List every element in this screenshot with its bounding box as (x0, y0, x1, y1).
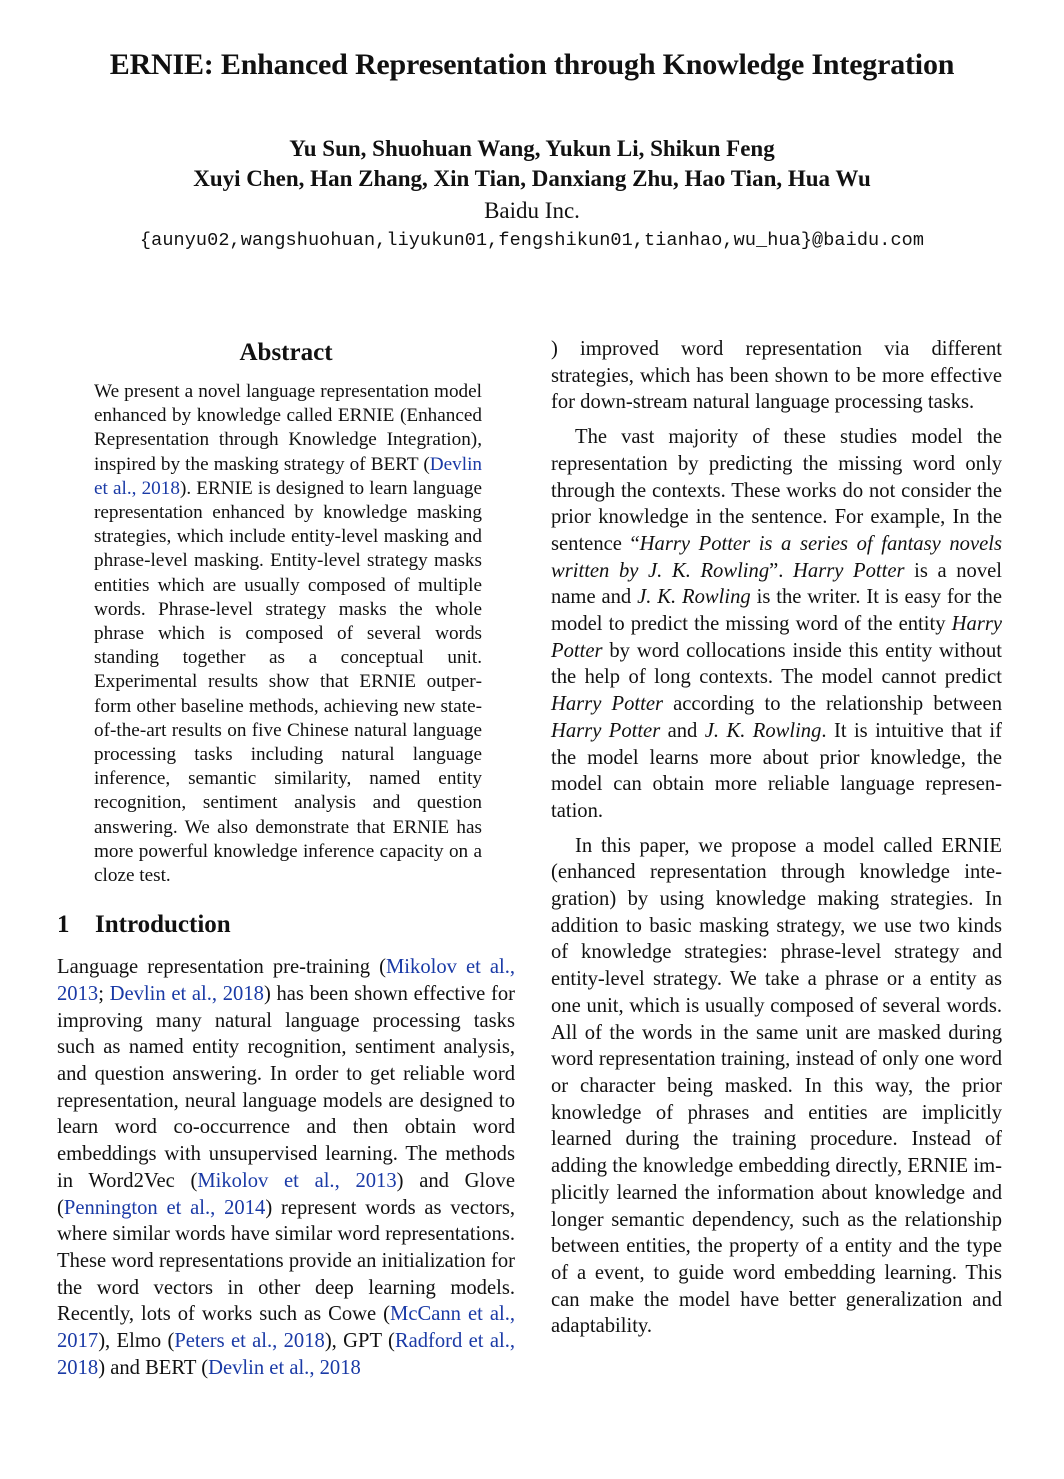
citation-link[interactable]: Devlin et al., 2018 (94, 453, 482, 499)
text-run: Language representation pre-training ( (57, 956, 386, 979)
text-run: is a novel name and (551, 559, 1003, 609)
example-sentence: Harry Potter is a series of fantasy novels written by J. K. Rowling (551, 532, 1002, 582)
entity-term: J. K. Rowling (637, 586, 751, 609)
citation-link[interactable]: Devlin et al., 2018 (109, 982, 264, 1005)
paper-title: ERNIE: Enhanced Representation through Knowledge Integration (109, 48, 955, 81)
citation-link[interactable]: McCann et al., 2017 (57, 1303, 515, 1353)
abstract-text-a: We present a novel language representation model enhanced by knowledge called ERNIE (Enhanced Representation through Knowledge Integration), inspired by the masking strategy of BERT ( (94, 381, 482, 475)
author-emails: {aunyu02,wangshuohuan,liyukun01,fengshikun01,tianhao,wu_hua}@baidu.com (139, 230, 925, 251)
abstract-text-b: ). ERNIE is designed to learn language representation enhanced by knowledge masking strategies, which include entity-level masking and phrase-level masking. Entity-level strategy masks entities which are usually composed of multiple words. Phrase-level strategy masks the whole phrase which is composed of several words standing together as a conceptual unit. Experimental results show that ERNIE outperform other baseline methods, achieving new state-of-the-art results on five Chinese natural language processing tasks including natural language inference, semantic similarity, named entity recognition, sentiment analysis and question answering. We also demonstrate that ERNIE has more powerful knowledge inference capacity on a cloze test. (94, 477, 482, 887)
text-run: ) improved word representation via different strategies, which has been shown to be more effective for down-stream natural language processing tasks. (551, 338, 1002, 414)
text-run: ) and BERT ( (98, 1356, 209, 1379)
section-heading-introduction (57, 908, 515, 942)
citation-link[interactable]: Mikolov et al., 2013 (197, 1169, 397, 1192)
text-run: ) and Glove ( (57, 1169, 515, 1219)
section-title: Introduction (95, 911, 231, 939)
authors-line-2: Xuyi Chen, Han Zhang, Xin Tian, Danxiang Zhu, Hao Tian, Hua Wu (193, 166, 871, 191)
citation-link[interactable]: Peters et al., 2018 (174, 1330, 325, 1353)
affiliation: Baidu Inc. (484, 198, 580, 223)
entity-term: Harry Potter (551, 719, 661, 742)
text-run: according to the relationship between (662, 693, 1002, 716)
text-run: ), GPT ( (324, 1330, 395, 1353)
text-run: ; (98, 982, 110, 1005)
text-run: ) represent words as vectors, where similar words have similar word representations. These word representations provide an initialization for the word vectors in other deep learning models. Recently, lots of works such as Cowe ( (57, 1196, 515, 1326)
intro-paragraph-3: In this paper, we propose a model called ERNIE (enhanced representation through knowledge integration) by using knowledge making strategies. In addition to basic masking strategy, we use two kinds of knowledge strategies: phrase-level strategy and entity-level strategy. We take a phrase or a entity as one unit, which is usually composed of several words. All of the words in the same unit are masked during word representation training, instead of only one word or character being masked. In this way, the prior knowledge of phrases and entities are implicitly learned during the training procedure. Instead of adding the knowledge embedding directly, ERNIE implicitly learned the information about knowledge and longer semantic dependency, such as the relationship between entities, the property of a entity and the type of a event, to guide word embedding learning. This can make the model have better generalization and adaptability. (551, 834, 1002, 1338)
abstract-text (94, 380, 482, 888)
entity-term: J. K. Rowling (704, 719, 822, 742)
text-run: by word collocations inside this entity without the help of long contexts. The model cannot predict (551, 639, 1002, 689)
text-run: is the writer. It is easy for the model to predict the missing word of the entity (551, 586, 1002, 636)
intro-paragraph-1 (57, 954, 515, 1381)
citation-link[interactable]: Radford et al., 2018 (57, 1330, 516, 1379)
intro-paragraph-2 (551, 424, 1002, 825)
citation-link[interactable]: Pennington et al., 2014 (63, 1196, 266, 1219)
citation-link[interactable]: Mikolov et al., 2013 (57, 956, 516, 1005)
text-run: ) has been shown effective for improving many natural language processing tasks such as named entity recognition, sentiment analysis, and question answering. In order to get reliable word representation, neural language models are designed to learn word co-occurrence and then obtain word embeddings with unsupervised learning. The methods in Word2Vec ( (57, 982, 515, 1192)
entity-term: Harry Potter (551, 693, 663, 716)
text-run: ”. (769, 559, 794, 582)
authors-line-1: Yu Sun, Shuohuan Wang, Yukun Li, Shikun Feng (289, 136, 775, 161)
left-column (57, 336, 515, 1382)
citation-link[interactable]: Devlin et al., 2018 (208, 1356, 361, 1379)
text-run: and (660, 719, 705, 742)
author-list (0, 134, 1064, 194)
text-run: ), Elmo ( (98, 1330, 175, 1353)
right-column (551, 336, 1002, 1340)
entity-term: Harry Potter (793, 559, 905, 582)
intro-paragraph-1-continued (551, 336, 1002, 416)
section-number: 1 (57, 911, 70, 939)
text-run: . It is intuitive that if the model learns more about prior knowledge, the model can obtain more reliable language representation. (551, 719, 1002, 822)
text-run: The vast majority of these studies model the representation by predicting the missing word only through the contexts. These works do not consider the prior knowledge in the sentence. For example, In the sentence “ (551, 426, 1002, 555)
entity-term: Harry Potter (551, 613, 1002, 662)
abstract-heading: Abstract (239, 339, 333, 366)
